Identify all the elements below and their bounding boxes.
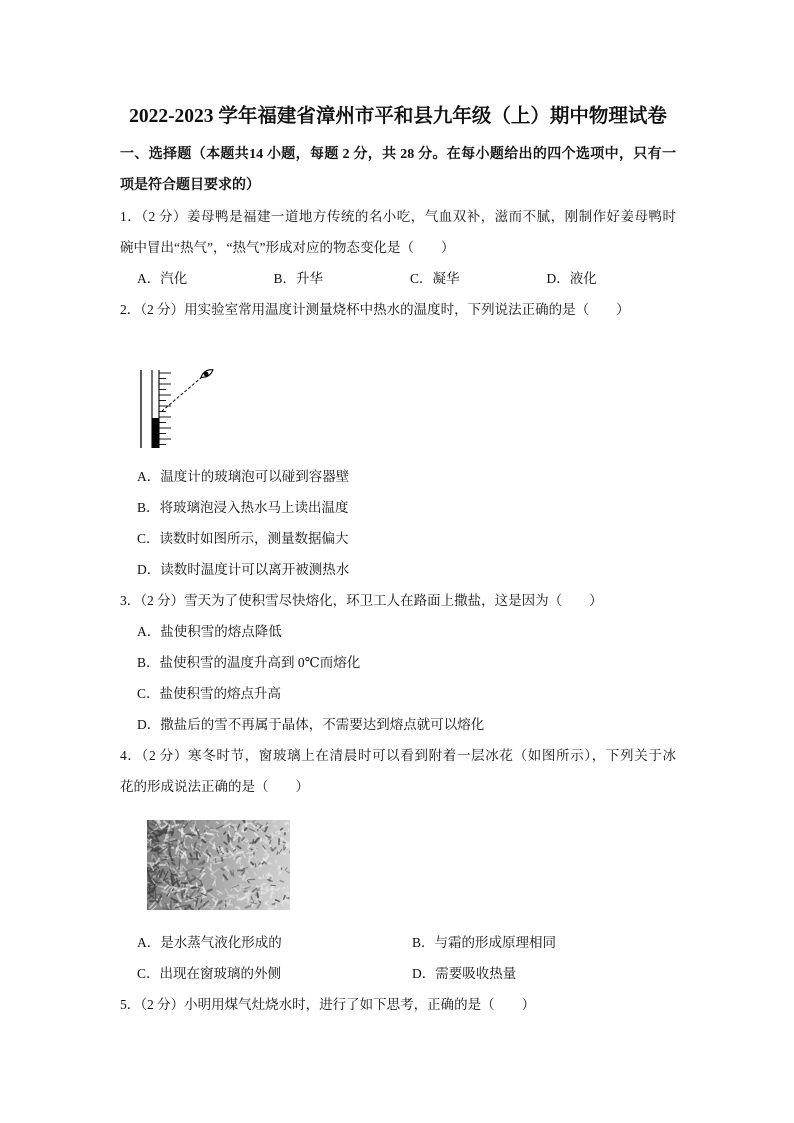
option-c: C．凝华 (410, 271, 460, 286)
option-d: D．撒盐后的雪不再属于晶体，不需要达到熔点就可以熔化 (137, 717, 485, 732)
frost-photo (147, 820, 290, 910)
scale-ticks (159, 373, 171, 445)
eye-icon (200, 367, 215, 379)
option-c: C．读数时如图所示，测量数据偏大 (137, 531, 349, 546)
option-a: A．是水蒸气液化形成的 (137, 935, 282, 950)
question-stem-line: 碗中冒出“热气”，“热气”形成对应的物态变化是（ ） (120, 240, 455, 255)
option-b: B．盐使积雪的温度升高到 0℃而熔化 (137, 655, 361, 670)
options-row (120, 927, 676, 958)
option-b: B．升华 (273, 271, 324, 286)
question-1 (120, 201, 676, 294)
frost-pattern (147, 820, 290, 910)
option-a: A．温度计的玻璃泡可以碰到容器壁 (137, 469, 350, 484)
option-d: D．液化 (546, 271, 597, 286)
question-2 (120, 294, 676, 585)
thermometer-diagram (135, 365, 220, 452)
option-a: A．盐使积雪的熔点降低 (137, 624, 282, 639)
option-a: A．汽化 (137, 271, 188, 286)
question-stem-line: 花的形成说法正确的是（ ） (120, 779, 309, 794)
option-d: D．需要吸收热量 (412, 966, 517, 981)
question-stem-line: 3．（2 分）雪天为了使积雪尽快熔化，环卫工人在路面上撒盐，这是因为（ ） (120, 593, 603, 608)
question-stem-line: 1．（2 分）姜母鸭是福建一道地方传统的名小吃，气血双补，滋而不腻，刚制作好姜母鸭时 (120, 209, 676, 224)
option-b: B．将玻璃泡浸入热水马上读出温度 (137, 500, 349, 515)
figure-block (120, 325, 676, 461)
question-4 (120, 740, 676, 989)
question-stem-line: 2．（2 分）用实验室常用温度计测量烧杯中热水的温度时，下列说法正确的是（ ） (120, 302, 630, 317)
page-title: 2022-2023 学年福建省漳州市平和县九年级（上）期中物理试卷 (129, 106, 667, 127)
question-stem-line: 4．（2 分）寒冬时节，窗玻璃上在清晨时可以看到附着一层冰花（如图所示），下列关于冰 (120, 748, 676, 763)
option-d: D．读数时温度计可以离开被测热水 (137, 562, 350, 577)
question-stem-line: 5．（2 分）小明用煤气灶烧水时，进行了如下思考，正确的是（ ） (120, 997, 536, 1012)
liquid-column (152, 418, 159, 448)
figure-block (120, 802, 676, 927)
page-content (120, 101, 676, 1020)
thermometer (152, 370, 171, 448)
option-c: C．盐使积雪的熔点升高 (137, 686, 282, 701)
section-heading-line: 一、选择题（本题共14 小题，每题 2 分，共 28 分。在每小题给出的四个选项中，只有一 (120, 147, 676, 162)
option-c: C．出现在窗玻璃的外侧 (137, 966, 282, 981)
question-3 (120, 585, 676, 740)
option-b: B．与霜的形成原理相同 (412, 935, 557, 950)
section-heading (120, 139, 676, 201)
options-row (120, 263, 676, 294)
section-heading-line: 项是符合题目要求的） (120, 178, 260, 193)
question-5 (120, 989, 676, 1020)
options-row (120, 958, 676, 989)
